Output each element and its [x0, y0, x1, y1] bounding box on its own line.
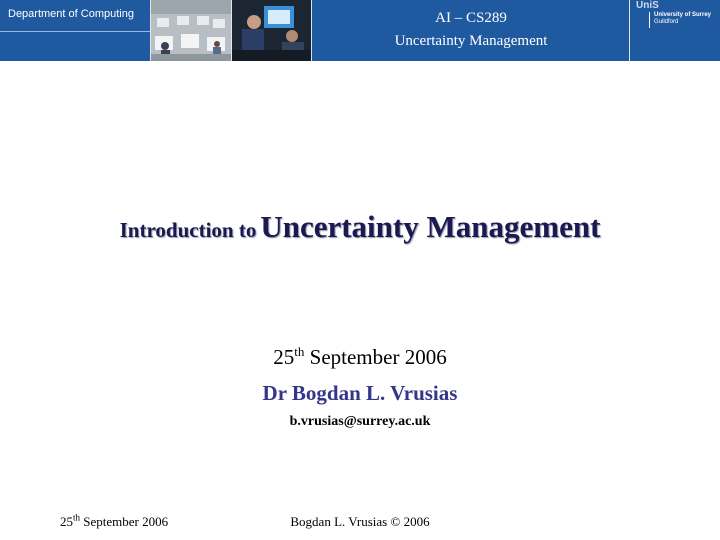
course-code: AI – CS289 [435, 10, 507, 26]
footer-copyright: Bogdan L. Vrusias © 2006 [290, 514, 430, 529]
logo-divider [649, 12, 650, 28]
computer-lab-illustration [151, 0, 231, 61]
date-suffix: th [294, 344, 305, 359]
footer-date-suffix: th [73, 512, 81, 523]
header-subject: Uncertainty Management [394, 33, 548, 49]
date-day: 25 [273, 345, 295, 369]
author-email: b.vrusias@surrey.ac.uk [289, 414, 431, 429]
header-banner [0, 0, 720, 61]
slide-title [0, 209, 720, 245]
footer-date [60, 514, 168, 530]
logo-wordmark [654, 12, 711, 26]
department-label: Department of Computing [8, 8, 134, 20]
title-prefix: Introduction to [119, 218, 257, 242]
footer-date-day: 25 [60, 514, 73, 529]
footer-date-rest: September 2006 [80, 514, 169, 529]
slide-header-title [311, 0, 630, 61]
unis-logo-text: UniS [636, 0, 659, 11]
logo-line-1: University of Surrey [654, 12, 712, 18]
computer-lab-photo [150, 0, 231, 61]
date-rest: September 2006 [304, 345, 447, 369]
author-name: Dr Bogdan L. Vrusias [262, 381, 458, 405]
title-main: Uncertainty Management [260, 209, 601, 244]
students-photo [231, 0, 312, 61]
presentation-date [0, 345, 720, 370]
university-logo [629, 0, 720, 61]
logo-line-2: Guildford [654, 19, 679, 25]
department-divider [0, 31, 150, 32]
students-illustration [232, 0, 312, 61]
